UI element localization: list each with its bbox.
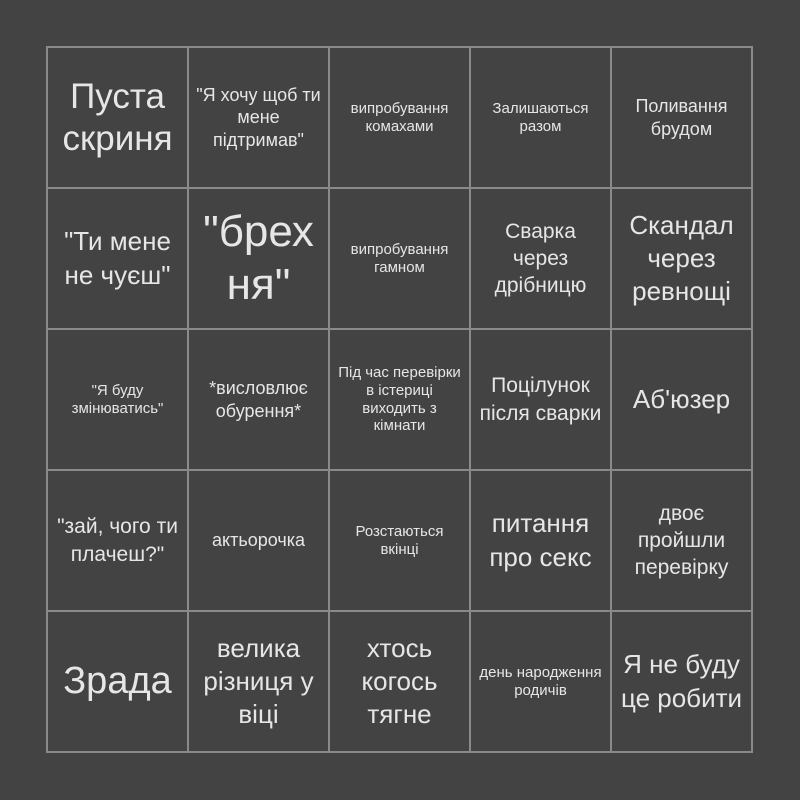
bingo-cell-1-5[interactable]: Поливання брудом bbox=[611, 47, 752, 188]
bingo-cell-4-5[interactable]: двоє пройшли перевірку bbox=[611, 470, 752, 611]
bingo-cell-4-1[interactable]: "зай, чого ти плачеш?" bbox=[47, 470, 188, 611]
bingo-cell-5-4[interactable]: день народження родичів bbox=[470, 611, 611, 752]
bingo-cell-4-4[interactable]: питання про секс bbox=[470, 470, 611, 611]
bingo-cell-5-1[interactable]: Зрада bbox=[47, 611, 188, 752]
bingo-cell-3-5[interactable]: Аб'юзер bbox=[611, 329, 752, 470]
bingo-cell-3-4[interactable]: Поцілунок після сварки bbox=[470, 329, 611, 470]
bingo-cell-2-1[interactable]: "Ти мене не чуєш" bbox=[47, 188, 188, 329]
bingo-cell-4-3[interactable]: Розстаються вкінці bbox=[329, 470, 470, 611]
bingo-board bbox=[46, 46, 753, 753]
bingo-cell-5-2[interactable]: велика різниця у віці bbox=[188, 611, 329, 752]
bingo-cell-5-3[interactable]: хтось когось тягне bbox=[329, 611, 470, 752]
bingo-cell-3-1[interactable]: "Я буду змінюватись" bbox=[47, 329, 188, 470]
bingo-cell-4-2[interactable]: актьорочка bbox=[188, 470, 329, 611]
bingo-cell-2-4[interactable]: Сварка через дрібницю bbox=[470, 188, 611, 329]
bingo-cell-3-2[interactable]: *висловлює обурення* bbox=[188, 329, 329, 470]
bingo-cell-1-2[interactable]: "Я хочу щоб ти мене підтримав" bbox=[188, 47, 329, 188]
bingo-cell-1-4[interactable]: Залишаються разом bbox=[470, 47, 611, 188]
bingo-cell-2-2[interactable]: "брехня" bbox=[188, 188, 329, 329]
bingo-cell-3-3[interactable]: Під час перевірки в істериці виходить з кімнати bbox=[329, 329, 470, 470]
bingo-cell-5-5[interactable]: Я не буду це робити bbox=[611, 611, 752, 752]
bingo-cell-2-5[interactable]: Скандал через ревнощі bbox=[611, 188, 752, 329]
bingo-cell-1-1[interactable]: Пуста скриня bbox=[47, 47, 188, 188]
bingo-cell-2-3[interactable]: випробування гамном bbox=[329, 188, 470, 329]
bingo-cell-1-3[interactable]: випробування комахами bbox=[329, 47, 470, 188]
